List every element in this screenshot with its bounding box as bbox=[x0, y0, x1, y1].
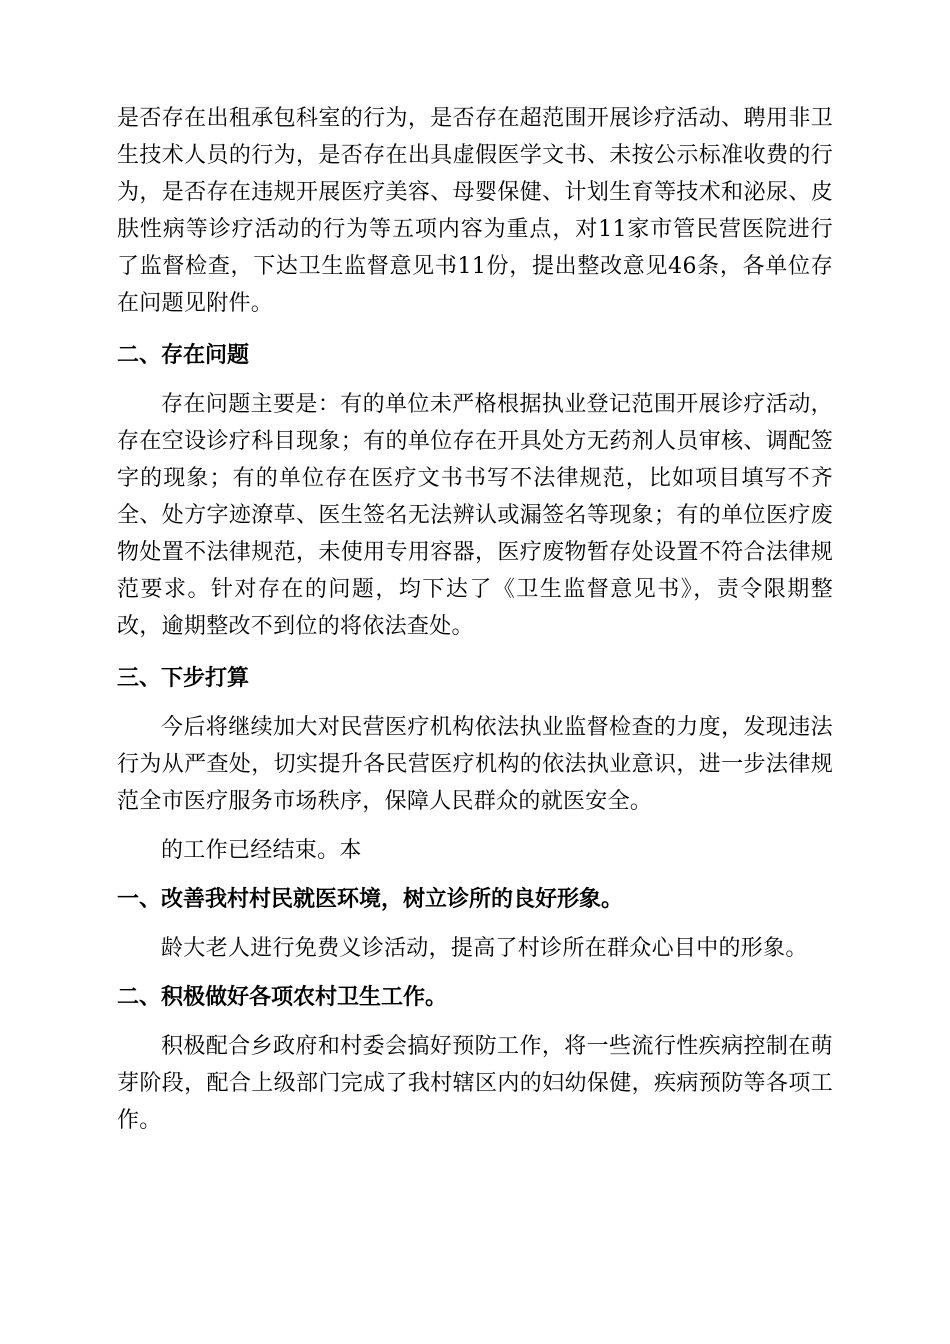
elderly-paragraph: 龄大老人进行免费义诊活动，提高了村诊所在群众心目中的形象。 bbox=[161, 936, 808, 961]
heading-problems: 二、存在问题 bbox=[117, 343, 250, 368]
heading-rural: 二、积极做好各项农村卫生工作。 bbox=[117, 985, 448, 1010]
plan-paragraph: 今后将继续加大对民营医疗机构依法执业监督检查的力度，发现违法行为从严查处，切实提升各民营医疗机构的依法执业意识，进一步法律规范全市医疗服务市场秩序，保障人民群众的就医安全。 bbox=[117, 715, 833, 814]
document-page bbox=[117, 100, 833, 1139]
intro-paragraph: 是否存在出租承包科室的行为，是否存在超范围开展诊疗活动、聘用非卫生技术人员的行为，是否存在出具虚假医学文书、未按公示标准收费的行为，是否存在违规开展医疗美容、母婴保健、计划生育等技术和泌尿、皮肤性病等诊疗活动的行为等五项内容为重点，对11家市管民营医院进行了监督检查，下达卫生监督意见书11份，提出整改意见46条，各单位存在问题见附件。 bbox=[117, 106, 833, 316]
heading-plan: 三、下步打算 bbox=[117, 666, 250, 691]
heading-improve: 一、改善我村村民就医环境，树立诊所的良好形象。 bbox=[117, 887, 624, 912]
prevention-paragraph: 积极配合乡政府和村委会搞好预防工作，将一些流行性疾病控制在萌芽阶段，配合上级部门完成了我村辖区内的妇幼保健，疾病预防等各项工作。 bbox=[117, 1034, 833, 1133]
problems-paragraph: 存在问题主要是：有的单位未严格根据执业登记范围开展诊疗活动，存在空设诊疗科目现象；有的单位存在开具处方无药剂人员审核、调配签字的现象；有的单位存在医疗文书书写不法律规范，比如项目填写不齐全、处方字迹潦草、医生签名无法辨认或漏签名等现象；有的单位医疗废物处置不法律规范，未使用专用容器，医疗废物暂存处设置不符合法律规范要求。针对存在的问题，均下达了《卫生监督意见书》，责令限期整改，逾期整改不到位的将依法查处。 bbox=[117, 392, 833, 639]
work-end-paragraph: 的工作已经结束。本 bbox=[161, 838, 362, 863]
